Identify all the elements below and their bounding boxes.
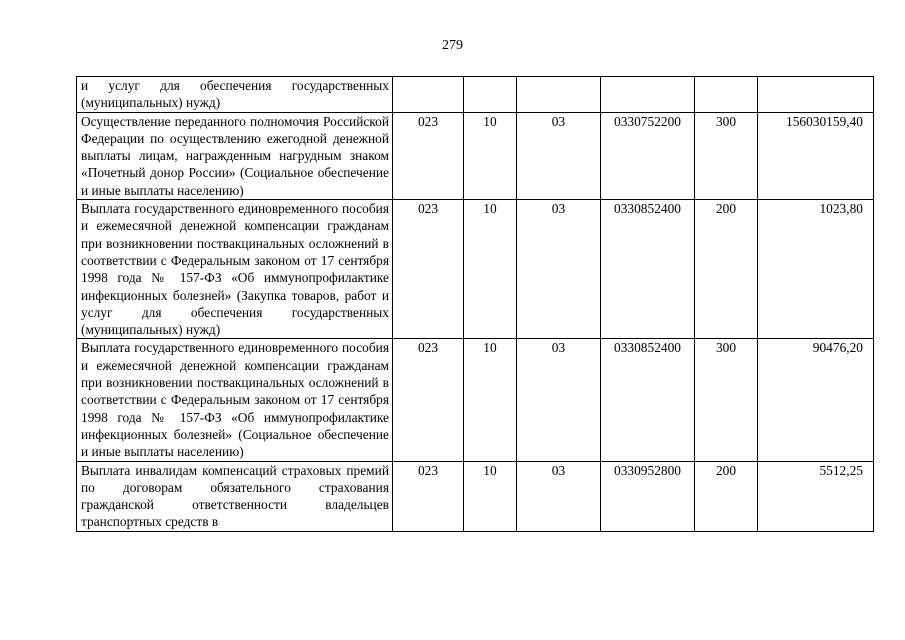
row-target-code: 0330952800 [601, 461, 695, 531]
row-subsection-code: 03 [517, 200, 601, 339]
row-expense-type [695, 77, 758, 113]
row-amount [758, 77, 874, 113]
row-section-code: 10 [464, 112, 517, 199]
row-amount: 1023,80 [758, 200, 874, 339]
row-amount: 156030159,40 [758, 112, 874, 199]
table-row [77, 339, 874, 461]
row-ministry-code [393, 77, 464, 113]
row-target-code [601, 77, 695, 113]
row-subsection-code [517, 77, 601, 113]
table-row [77, 112, 874, 199]
row-amount: 90476,20 [758, 339, 874, 461]
row-target-code: 0330752200 [601, 112, 695, 199]
row-expense-type: 300 [695, 112, 758, 199]
row-description: и услуг для обеспечения государственных (муниципальных) нужд) [77, 77, 393, 113]
row-expense-type: 200 [695, 461, 758, 531]
page-number: 279 [442, 38, 463, 53]
row-section-code: 10 [464, 339, 517, 461]
table-row [77, 461, 874, 531]
row-ministry-code: 023 [393, 339, 464, 461]
row-subsection-code: 03 [517, 339, 601, 461]
row-ministry-code: 023 [393, 461, 464, 531]
row-expense-type: 200 [695, 200, 758, 339]
row-description: Выплата инвалидам компенсаций страховых премий по договорам обязательного страхования гражданской ответственности владельцев транспортных средств в [77, 461, 393, 531]
table-row [77, 200, 874, 339]
table-row [77, 77, 874, 113]
row-target-code: 0330852400 [601, 339, 695, 461]
row-section-code [464, 77, 517, 113]
row-section-code: 10 [464, 200, 517, 339]
row-description: Осуществление переданного полномочия Российской Федерации по осуществлению ежегодной денежной выплаты лицам, награжденным нагрудным знаком «Почетный донор России» (Социальное обеспечение и иные выплаты населению) [77, 112, 393, 199]
row-subsection-code: 03 [517, 461, 601, 531]
row-subsection-code: 03 [517, 112, 601, 199]
budget-table [76, 76, 874, 532]
row-ministry-code: 023 [393, 112, 464, 199]
row-amount: 5512,25 [758, 461, 874, 531]
row-target-code: 0330852400 [601, 200, 695, 339]
row-description: Выплата государственного единовременного пособия и ежемесячной денежной компенсации гражданам при возникновении поствакцинальных осложнений в соответствии с Федеральным законом от 17 сентября 1998 года № 157-ФЗ «Об иммунопрофилактике инфекционных болезней» (Социальное обеспечение и иные выплаты населению) [77, 339, 393, 461]
row-expense-type: 300 [695, 339, 758, 461]
row-description: Выплата государственного единовременного пособия и ежемесячной денежной компенсации гражданам при возникновении поствакцинальных осложнений в соответствии с Федеральным законом от 17 сентября 1998 года № 157-ФЗ «Об иммунопрофилактике инфекционных болезней» (Закупка товаров, работ и услуг для обеспечения государственных (муниципальных) нужд) [77, 200, 393, 339]
row-ministry-code: 023 [393, 200, 464, 339]
row-section-code: 10 [464, 461, 517, 531]
